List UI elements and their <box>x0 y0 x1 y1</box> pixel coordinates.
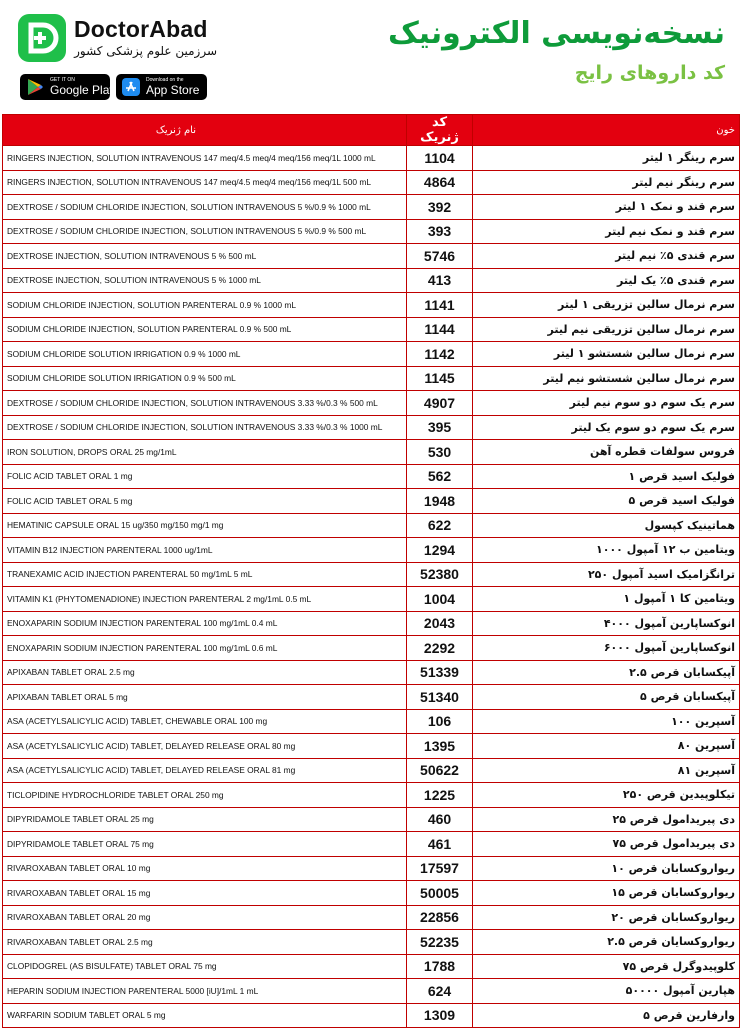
drug-code: 461 <box>407 832 473 857</box>
table-row <box>3 464 740 489</box>
table-row <box>3 170 740 195</box>
google-play-button[interactable] <box>20 74 116 100</box>
drug-code: 51339 <box>407 660 473 685</box>
table-row <box>3 685 740 710</box>
drug-code: 1004 <box>407 587 473 612</box>
table-row <box>3 954 740 979</box>
table-row <box>3 709 740 734</box>
drug-persian-name: سرم قند و نمک نیم لیتر <box>473 219 740 244</box>
drug-persian-name: هپارین آمپول ۵۰۰۰۰ <box>473 979 740 1004</box>
google-play-small-text: GET IT ON <box>50 77 75 83</box>
drug-generic-name: RIVAROXABAN TABLET ORAL 2.5 mg <box>3 930 407 955</box>
drug-generic-name: SODIUM CHLORIDE INJECTION, SOLUTION PARENTERAL 0.9 % 500 mL <box>3 317 407 342</box>
drug-generic-name: TICLOPIDINE HYDROCHLORIDE TABLET ORAL 250 mg <box>3 783 407 808</box>
drug-code: 2043 <box>407 611 473 636</box>
drug-code: 1141 <box>407 293 473 318</box>
drug-generic-name: DEXTROSE / SODIUM CHLORIDE INJECTION, SOLUTION INTRAVENOUS 3.33 %/0.3 % 1000 mL <box>3 415 407 440</box>
logo-badge-icon <box>18 14 66 62</box>
drug-generic-name: SODIUM CHLORIDE INJECTION, SOLUTION PARENTERAL 0.9 % 1000 mL <box>3 293 407 318</box>
drug-code: 1225 <box>407 783 473 808</box>
drug-persian-name: ریواروکسابان قرص ۱۰ <box>473 856 740 881</box>
drug-generic-name: ASA (ACETYLSALICYLIC ACID) TABLET, CHEWABLE ORAL 100 mg <box>3 709 407 734</box>
table-row <box>3 342 740 367</box>
drug-code: 51340 <box>407 685 473 710</box>
drug-code: 562 <box>407 464 473 489</box>
table-row <box>3 489 740 514</box>
drug-code: 1309 <box>407 1003 473 1028</box>
drug-generic-name: FOLIC ACID TABLET ORAL 5 mg <box>3 489 407 514</box>
drug-generic-name: IRON SOLUTION, DROPS ORAL 25 mg/1mL <box>3 440 407 465</box>
drug-code: 4907 <box>407 391 473 416</box>
brand-tagline: سرزمین علوم پزشکی کشور <box>74 44 217 58</box>
drug-code: 1142 <box>407 342 473 367</box>
app-store-small-text: Download on the <box>146 77 184 83</box>
drug-persian-name: تیکلوپیدین قرص ۲۵۰ <box>473 783 740 808</box>
drug-persian-name: ترانگزامیک اسید آمپول ۲۵۰ <box>473 562 740 587</box>
table-row <box>3 734 740 759</box>
drug-generic-name: DEXTROSE INJECTION, SOLUTION INTRAVENOUS 5 % 1000 mL <box>3 268 407 293</box>
table-row <box>3 562 740 587</box>
drug-persian-name: آسپرین ۸۰ <box>473 734 740 759</box>
drug-persian-name: آسپرین ۱۰۰ <box>473 709 740 734</box>
drug-persian-name: سرم نرمال سالین تزریقی نیم لیتر <box>473 317 740 342</box>
drug-persian-name: هماتینیک کپسول <box>473 513 740 538</box>
table-row <box>3 293 740 318</box>
table-body <box>3 146 740 1028</box>
drug-code: 52380 <box>407 562 473 587</box>
drug-code: 50005 <box>407 881 473 906</box>
drug-persian-name: سرم یک سوم دو سوم یک لیتر <box>473 415 740 440</box>
drug-generic-name: DIPYRIDAMOLE TABLET ORAL 25 mg <box>3 807 407 832</box>
drug-persian-name: سرم یک سوم دو سوم نیم لیتر <box>473 391 740 416</box>
drug-generic-name: FOLIC ACID TABLET ORAL 1 mg <box>3 464 407 489</box>
table-row <box>3 219 740 244</box>
app-store-icon <box>122 78 140 96</box>
drug-persian-name: سرم نرمال سالین تزریقی ۱ لیتر <box>473 293 740 318</box>
drug-code: 530 <box>407 440 473 465</box>
table-row <box>3 611 740 636</box>
table-row <box>3 636 740 661</box>
drug-generic-name: DEXTROSE / SODIUM CHLORIDE INJECTION, SOLUTION INTRAVENOUS 5 %/0.9 % 1000 mL <box>3 195 407 220</box>
drug-generic-name: ASA (ACETYLSALICYLIC ACID) TABLET, DELAYED RELEASE ORAL 80 mg <box>3 734 407 759</box>
drug-code: 624 <box>407 979 473 1004</box>
drug-code: 106 <box>407 709 473 734</box>
table-row <box>3 391 740 416</box>
drug-code: 22856 <box>407 905 473 930</box>
drug-code: 17597 <box>407 856 473 881</box>
drug-persian-name: انوکساپارین آمپول ۴۰۰۰ <box>473 611 740 636</box>
table-row <box>3 758 740 783</box>
drug-generic-name: DIPYRIDAMOLE TABLET ORAL 75 mg <box>3 832 407 857</box>
table-row <box>3 146 740 171</box>
drug-persian-name: آپیکسابان قرص ۲.۵ <box>473 660 740 685</box>
drug-generic-name: DEXTROSE INJECTION, SOLUTION INTRAVENOUS 5 % 500 mL <box>3 244 407 269</box>
table-row <box>3 513 740 538</box>
table-row <box>3 366 740 391</box>
drug-code: 4864 <box>407 170 473 195</box>
google-play-icon <box>26 78 44 96</box>
drug-code: 1145 <box>407 366 473 391</box>
drug-generic-name: HEPARIN SODIUM INJECTION PARENTERAL 5000 [iU]/1mL 1 mL <box>3 979 407 1004</box>
table-row <box>3 832 740 857</box>
drug-persian-name: ویتامین ب ۱۲ آمپول ۱۰۰۰ <box>473 538 740 563</box>
table-row <box>3 587 740 612</box>
drug-code: 395 <box>407 415 473 440</box>
drug-generic-name: APIXABAN TABLET ORAL 5 mg <box>3 685 407 710</box>
table-row <box>3 660 740 685</box>
drug-code: 413 <box>407 268 473 293</box>
drug-persian-name: ویتامین کا ۱ آمپول ۱ <box>473 587 740 612</box>
drug-persian-name: فولیک اسید قرص ۱ <box>473 464 740 489</box>
drug-code: 1788 <box>407 954 473 979</box>
drug-generic-name: DEXTROSE / SODIUM CHLORIDE INJECTION, SOLUTION INTRAVENOUS 3.33 %/0.3 % 500 mL <box>3 391 407 416</box>
drug-persian-name: وارفارین قرص ۵ <box>473 1003 740 1028</box>
drug-persian-name: آسپرین ۸۱ <box>473 758 740 783</box>
drug-generic-name: RIVAROXABAN TABLET ORAL 15 mg <box>3 881 407 906</box>
drug-code: 50622 <box>407 758 473 783</box>
drug-generic-name: TRANEXAMIC ACID INJECTION PARENTERAL 50 mg/1mL 5 mL <box>3 562 407 587</box>
drug-generic-name: RINGERS INJECTION, SOLUTION INTRAVENOUS 147 meq/4.5 meq/4 meq/156 meq/1L 1000 mL <box>3 146 407 171</box>
drug-generic-name: ENOXAPARIN SODIUM INJECTION PARENTERAL 100 mg/1mL 0.4 mL <box>3 611 407 636</box>
app-store-button[interactable] <box>116 74 207 100</box>
table-row <box>3 881 740 906</box>
table-header-row <box>3 115 740 146</box>
drug-persian-name: ریواروکسابان قرص ۱۵ <box>473 881 740 906</box>
drug-persian-name: انوکساپارین آمپول ۶۰۰۰ <box>473 636 740 661</box>
drug-code: 1104 <box>407 146 473 171</box>
table-row <box>3 440 740 465</box>
table-row <box>3 317 740 342</box>
drug-generic-name: WARFARIN SODIUM TABLET ORAL 5 mg <box>3 1003 407 1028</box>
drug-generic-name: VITAMIN B12 INJECTION PARENTERAL 1000 ug/1mL <box>3 538 407 563</box>
drug-persian-name: سرم رینگر نیم لیتر <box>473 170 740 195</box>
drug-generic-name: VITAMIN K1 (PHYTOMENADIONE) INJECTION PARENTERAL 2 mg/1mL 0.5 mL <box>3 587 407 612</box>
drug-code: 5746 <box>407 244 473 269</box>
drug-generic-name: RINGERS INJECTION, SOLUTION INTRAVENOUS 147 meq/4.5 meq/4 meq/156 meq/1L 500 mL <box>3 170 407 195</box>
drug-persian-name: فروس سولفات قطره آهن <box>473 440 740 465</box>
drug-generic-name: RIVAROXABAN TABLET ORAL 20 mg <box>3 905 407 930</box>
table-row <box>3 415 740 440</box>
drug-generic-name: APIXABAN TABLET ORAL 2.5 mg <box>3 660 407 685</box>
drug-code: 622 <box>407 513 473 538</box>
page-subtitle: کد داروهای رایج <box>574 62 725 84</box>
table-row <box>3 979 740 1004</box>
drug-persian-name: فولیک اسید قرص ۵ <box>473 489 740 514</box>
table-row <box>3 783 740 808</box>
drug-persian-name: سرم نرمال سالین شستشو ۱ لیتر <box>473 342 740 367</box>
column-header-code: کد ژنریک <box>407 115 473 146</box>
drug-persian-name: سرم رینگر ۱ لیتر <box>473 146 740 171</box>
drug-code: 393 <box>407 219 473 244</box>
drug-persian-name: سرم قندی ۵٪ نیم لیتر <box>473 244 740 269</box>
drug-code: 1948 <box>407 489 473 514</box>
drug-code: 1395 <box>407 734 473 759</box>
drug-persian-name: آپیکسابان قرص ۵ <box>473 685 740 710</box>
drug-generic-name: ASA (ACETYLSALICYLIC ACID) TABLET, DELAYED RELEASE ORAL 81 mg <box>3 758 407 783</box>
table-row <box>3 195 740 220</box>
table-row <box>3 905 740 930</box>
drug-persian-name: کلوپیدوگرل قرص ۷۵ <box>473 954 740 979</box>
drug-persian-name: دی پیریدامول قرص ۷۵ <box>473 832 740 857</box>
google-play-label: Google Play <box>50 83 116 97</box>
table-row <box>3 268 740 293</box>
table-row <box>3 538 740 563</box>
drug-generic-name: HEMATINIC CAPSULE ORAL 15 ug/350 mg/150 mg/1 mg <box>3 513 407 538</box>
drug-generic-name: SODIUM CHLORIDE SOLUTION IRRIGATION 0.9 % 1000 mL <box>3 342 407 367</box>
drug-persian-name: ریواروکسابان قرص ۲۰ <box>473 905 740 930</box>
drug-persian-name: دی پیریدامول قرص ۲۵ <box>473 807 740 832</box>
table-row <box>3 856 740 881</box>
drug-code: 460 <box>407 807 473 832</box>
drug-code: 1294 <box>407 538 473 563</box>
column-header-persian: خون <box>473 115 740 146</box>
drug-persian-name: سرم نرمال سالین شستشو نیم لیتر <box>473 366 740 391</box>
doctorabad-logo[interactable] <box>18 14 218 66</box>
drug-code-table <box>2 114 740 1028</box>
table-row <box>3 930 740 955</box>
column-header-generic-name: نام ژنریک <box>3 115 407 146</box>
drug-code: 2292 <box>407 636 473 661</box>
drug-persian-name: سرم قند و نمک ۱ لیتر <box>473 195 740 220</box>
drug-persian-name: سرم قندی ۵٪ یک لیتر <box>473 268 740 293</box>
page-title: نسخه‌نویسی الکترونیک <box>387 16 725 51</box>
drug-generic-name: SODIUM CHLORIDE SOLUTION IRRIGATION 0.9 % 500 mL <box>3 366 407 391</box>
drug-generic-name: RIVAROXABAN TABLET ORAL 10 mg <box>3 856 407 881</box>
table-row <box>3 807 740 832</box>
drug-generic-name: ENOXAPARIN SODIUM INJECTION PARENTERAL 100 mg/1mL 0.6 mL <box>3 636 407 661</box>
drug-generic-name: CLOPIDOGREL (AS BISULFATE) TABLET ORAL 75 mg <box>3 954 407 979</box>
drug-code: 392 <box>407 195 473 220</box>
drug-code: 1144 <box>407 317 473 342</box>
drug-persian-name: ریواروکسایان قرص ۲.۵ <box>473 930 740 955</box>
brand-name: DoctorAbad <box>74 16 208 42</box>
app-store-label: App Store <box>146 83 200 97</box>
drug-code: 52235 <box>407 930 473 955</box>
drug-generic-name: DEXTROSE / SODIUM CHLORIDE INJECTION, SOLUTION INTRAVENOUS 5 %/0.9 % 500 mL <box>3 219 407 244</box>
table-row <box>3 244 740 269</box>
